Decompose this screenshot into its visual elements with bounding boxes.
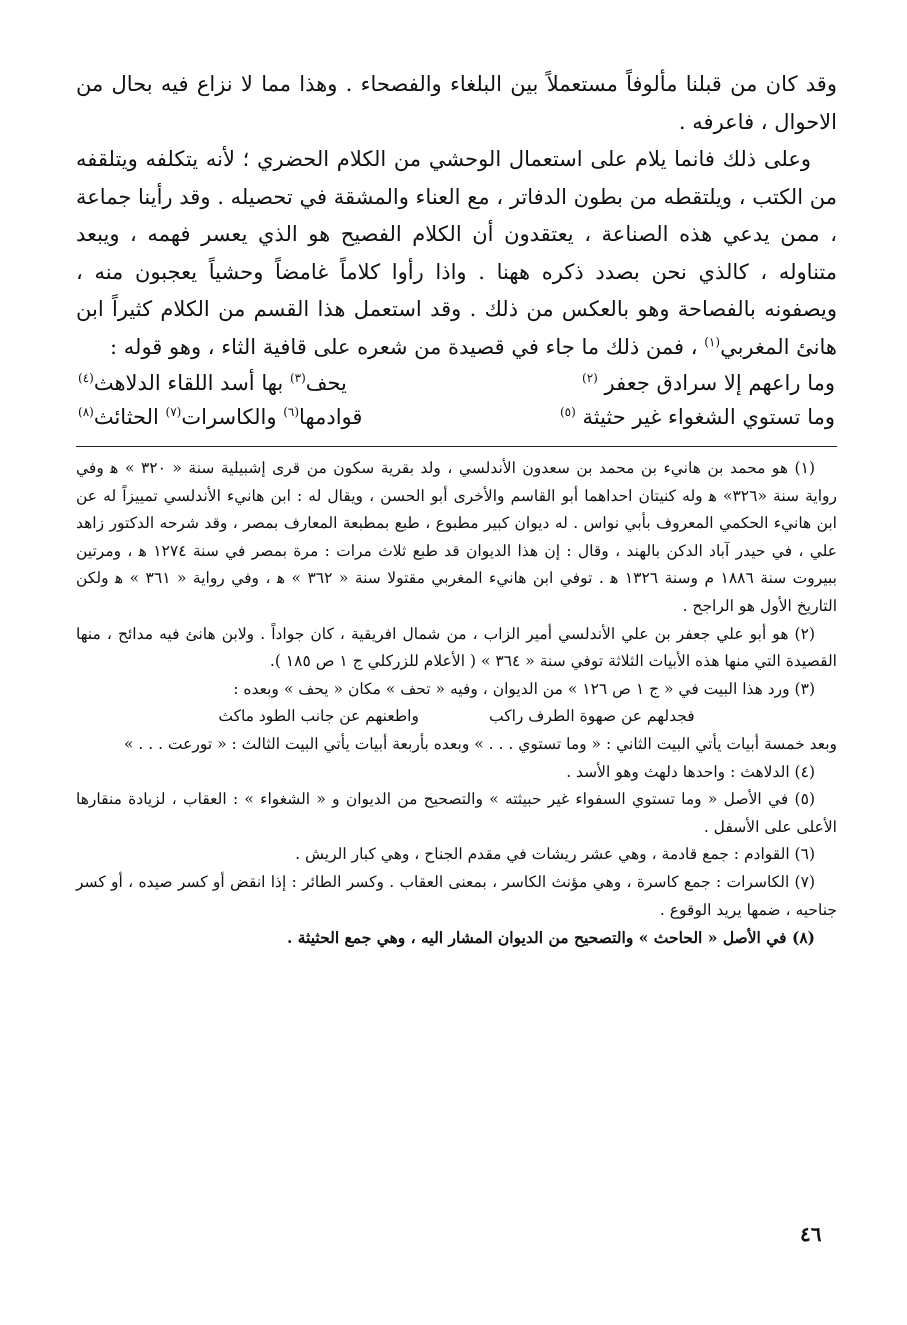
footnotes [76,455,837,952]
verse-2-left-hemistich [78,400,362,434]
verse-2-left-word-2: والكاسرات [181,405,277,429]
footnote-3: (٣) ورد هذا البيت في « ج ١ ص ١٢٦ » من الديوان ، وفيه « تحف » مكان « يحف » وبعده : [233,679,815,698]
footnote-4: (٤) الدلاهث : واحدها دلهث وهو الأسد . [566,762,815,781]
page-number: ٤٦ [800,1222,822,1246]
footnote-8: (٨) في الأصل « الحاحث » والتصحيح من الديوان المشار اليه ، وهي جمع الحثيثة . [286,928,815,948]
verse-2-right-text: وما تستوي الشغواء غير حثيثة [582,405,835,429]
footnote-ref-6: (٦) [283,405,300,419]
paragraph-2-text: وعلى ذلك فانما يلام على استعمال الوحشي من الكلام الحضري ؛ لأنه يتكلفه ويتلقفه من الكتب ، ويلتقطه من بطون الدفاتر ، مع العناء والمشقة في تحصيله . وقد رأينا جماعة ، ممن يدعي هذه الصناعة ، يعتقدون أن الكلام الفصيح هو الذي يعسر فهمه ، ويبعد متناوله ، كالذي نحن بصدد ذكره ههنا . واذا رأوا كلاماً غامضاً وحشياً يعجبون منه ، ويصفونه بالفصاحة وهو بالعكس من ذلك . وقد استعمل هذا القسم من الكلام كثيراً ابن هانئ المغربي [76,147,837,359]
footnote-ref-1: (١) [704,334,721,349]
verse-1-left-hemistich [78,366,347,400]
verse-2-left-word-1: قوادمها [299,405,363,429]
footnote-ref-7: (٧) [165,405,182,419]
footnote-3-verse [76,703,837,731]
footnote-ref-2: (٢) [582,371,598,385]
verse-1 [76,366,837,400]
verse-1-right-hemistich [582,366,835,400]
verse-1-right-text: وما راعهم إلا سرادق جعفر [604,371,835,395]
paragraph-2-tail: ، فمن ذلك ما جاء في قصيدة من شعره على قافية الثاء ، وهو قوله : [110,334,698,359]
footnote-6: (٦) القوادم : جمع قادمة ، وهي عشر ريشات في مقدم الجناح ، وهي كبار الريش . [295,845,815,864]
footnote-ref-3: (٣) [289,371,306,385]
footnote-1: (١) هو محمد بن هانيء بن محمد بن سعدون الأندلسي ، ولد بقرية سكون من قرى إشبيلية سنة « ٣٢٠ » ﻫ وفي رواية سنة «٣٢٦» ﻫ وله كنيتان احداهما أبو القاسم والأخرى أبو الحسن ، ويقال له : ابن هانيء الأندلسي تمييزاً له عن ابن هانيء الحكمي المعروف بأبي نواس . له ديوان كبير مطبوع ، طبع بمطبعة المعارف بمصر ، وقد شرحه الدكتور زاهد علي ، في حيدر آباد الدكن بالهند ، وقال : إن هذا الديوان قد طبع ثلاث مرات : مرة بمصر في سنة ١٢٧٤ ﻫ ، ومرتين ببيروت سنة ١٨٨٦ م وسنة ١٣٢٦ ﻫ . توفي ابن هانيء المغربي مقتولا سنة « ٣٦٢ » ﻫ ، وفي رواية « ٣٦١ » ﻫ ولكن التاريخ الأول هو الراجح . [76,459,838,615]
footnote-ref-5: (٥) [559,405,576,419]
main-text [76,66,837,434]
verse-2-right-hemistich [560,400,835,434]
paragraph-2 [76,141,837,366]
footnote-5: (٥) في الأصل « وما تستوي السفواء غير حبيثته » والتصحيح من الديوان و « الشغواء » : العقاب ، لزيادة منقارها الأعلى على الأسفل . [76,790,837,836]
footnote-7: (٧) الكاسرات : جمع كاسرة ، وهي مؤنث الكاسر ، بمعنى العقاب . وكسر الطائر : إذا انقض أو كسر صيده ، أو كسر جناحيه ، ضمها يريد الوقوع . [76,872,837,919]
verse-2-left-word-3: الحثائث [93,405,159,429]
footnote-3-verse-left: واطعنهم عن جانب الطود ماكث [218,707,419,726]
footnote-3-verse-right: فجدلهم عن صهوة الطرف راكب [488,707,695,726]
footnote-ref-8: (٨) [78,405,94,419]
verse-1-left-word: يحف [305,371,347,395]
verse-2 [76,400,837,434]
footnote-separator [76,446,837,447]
footnote-2: (٢) هو أبو علي جعفر بن علي الأندلسي أمير الزاب ، من شمال افريقية ، كان جواداً . ولابن هانئ فيه مدائح ، منها القصيدة التي منها هذه الأبيات الثلاثة توفي سنة « ٣٦٤ » ( الأعلام للزركلي ج ١ ص ١٨٥ ). [76,624,837,671]
footnote-ref-4: (٤) [78,371,94,385]
verse-1-left-text: بها أسد اللقاء الدلاهث [93,371,284,395]
footnote-3-continuation: وبعد خمسة أبيات يأتي البيت الثاني : « وما تستوي . . . » وبعده بأربعة أبيات يأتي البيت الثالث : « تورعت . . . » [123,734,837,753]
paragraph-1: وقد كان من قبلنا مألوفاً مستعملاً بين البلغاء والفصحاء . وهذا مما لا نزاع فيه بحال من الاحوال ، فاعرفه . [76,72,837,134]
